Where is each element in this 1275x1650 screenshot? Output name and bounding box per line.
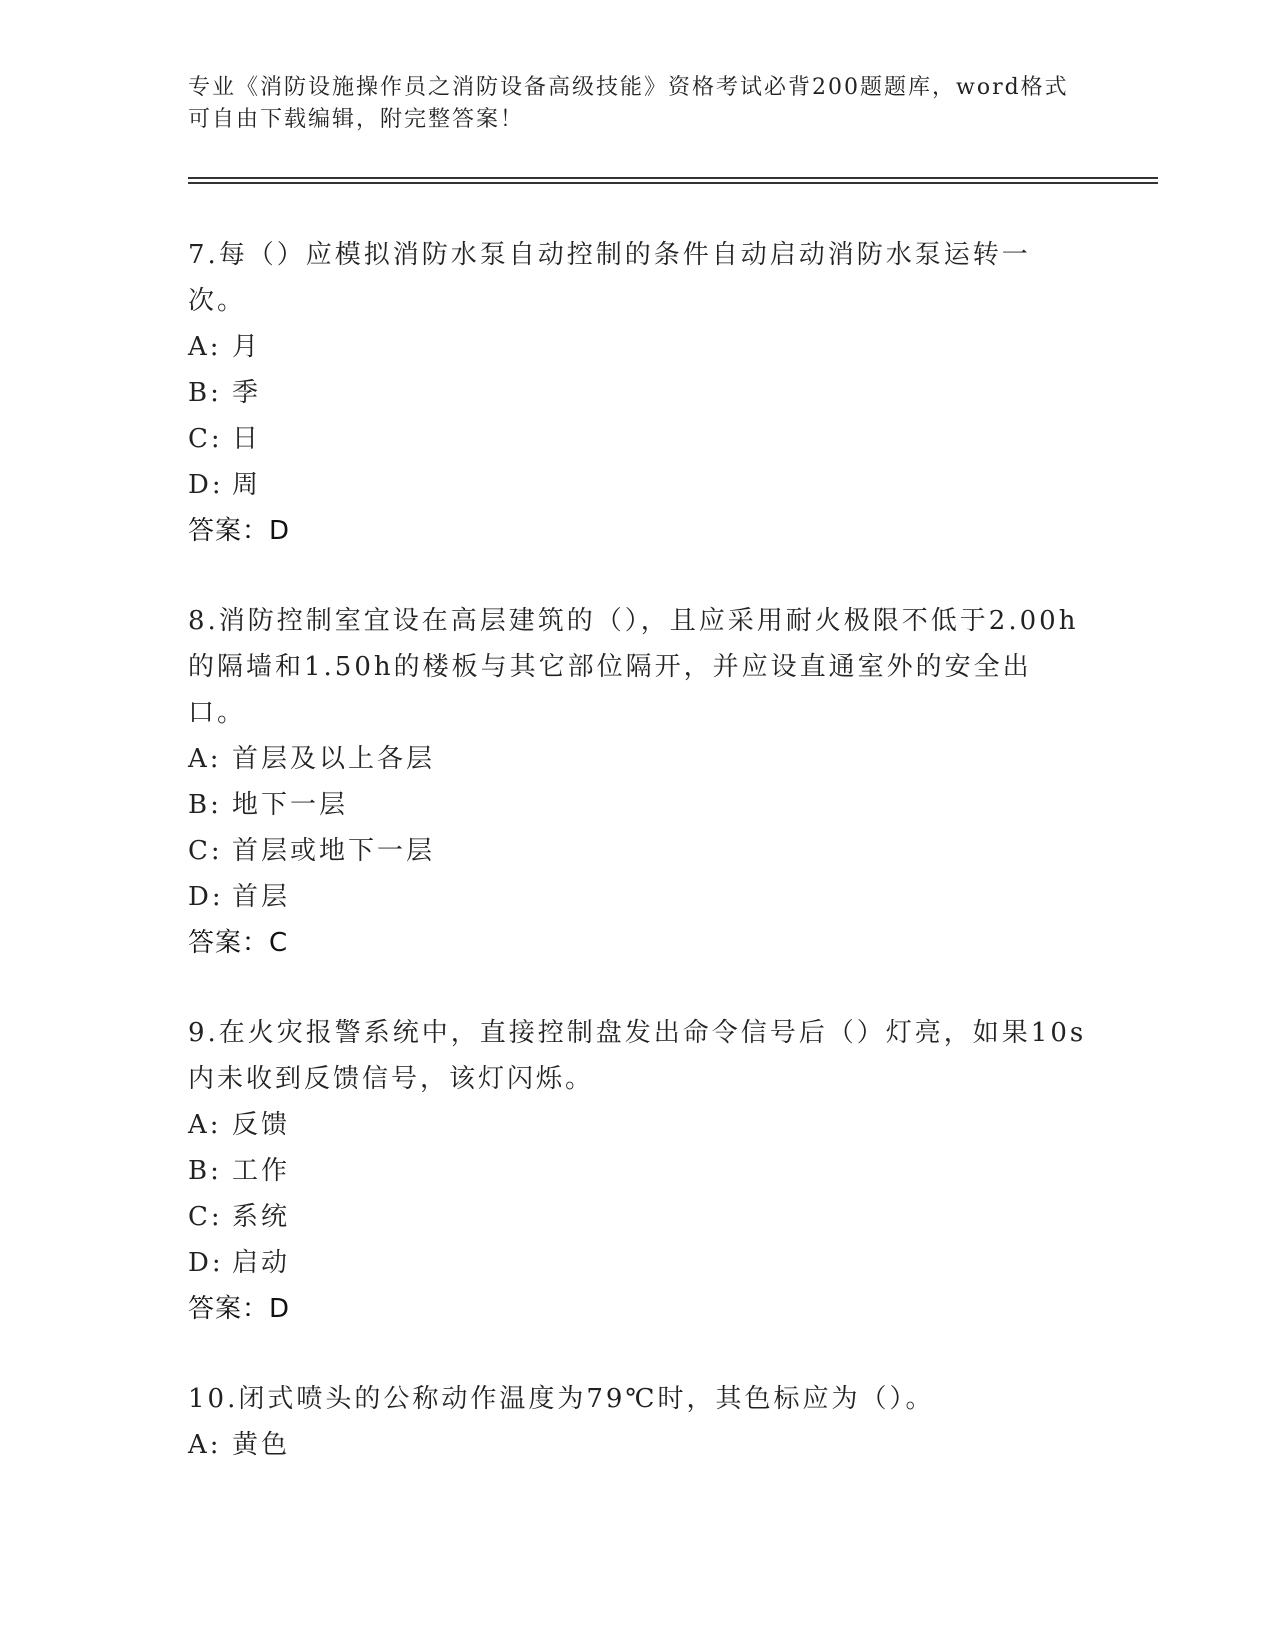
option-letter: A: — [188, 332, 222, 362]
option-a — [188, 1102, 1088, 1148]
option-b — [188, 782, 1088, 828]
option-text: 首层 — [232, 882, 291, 912]
option-text: 首层或地下一层 — [232, 836, 436, 866]
question-stem: 10.闭式喷头的公称动作温度为79℃时，其色标应为（）。 — [188, 1384, 935, 1414]
option-text: 地下一层 — [232, 790, 349, 820]
question-9 — [188, 1010, 1088, 1332]
header-divider-top — [188, 177, 1158, 179]
document-header: 专业《消防设施操作员之消防设备高级技能》资格考试必背200题题库，word格式可自由下载编辑，附完整答案！ — [188, 75, 1069, 132]
option-letter: C: — [188, 1202, 223, 1232]
option-c — [188, 1194, 1088, 1240]
option-letter: A: — [188, 1110, 222, 1140]
question-7 — [188, 232, 1088, 554]
option-a — [188, 1422, 1088, 1468]
option-letter: C: — [188, 424, 223, 454]
option-letter: A: — [188, 1430, 222, 1460]
option-d — [188, 1240, 1088, 1286]
header-divider-bottom — [188, 182, 1158, 184]
question-8 — [188, 598, 1088, 966]
option-letter: A: — [188, 744, 222, 774]
option-text: 系统 — [232, 1202, 291, 1232]
option-a — [188, 324, 1088, 370]
option-d — [188, 874, 1088, 920]
option-b — [188, 370, 1088, 416]
option-letter: D: — [188, 470, 224, 500]
answer-line: 答案：D — [188, 1294, 291, 1324]
question-stem: 9.在火灾报警系统中，直接控制盘发出命令信号后（）灯亮，如果10s内未收到反馈信号，该灯闪烁。 — [188, 1018, 1087, 1094]
option-text: 反馈 — [232, 1110, 291, 1140]
answer-line: 答案：C — [188, 928, 289, 958]
question-stem: 7.每（）应模拟消防水泵自动控制的条件自动启动消防水泵运转一次。 — [188, 240, 1031, 316]
option-text: 工作 — [232, 1156, 291, 1186]
option-c — [188, 416, 1088, 462]
option-letter: D: — [188, 882, 224, 912]
option-text: 月 — [232, 332, 262, 362]
option-text: 启动 — [232, 1248, 291, 1278]
option-letter: B: — [188, 790, 222, 820]
option-letter: D: — [188, 1248, 224, 1278]
answer-line: 答案：D — [188, 516, 291, 546]
option-b — [188, 1148, 1088, 1194]
option-text: 季 — [232, 378, 262, 408]
question-10 — [188, 1376, 1088, 1468]
option-text: 周 — [232, 470, 262, 500]
option-a — [188, 736, 1088, 782]
option-text: 日 — [232, 424, 262, 454]
option-text: 首层及以上各层 — [232, 744, 436, 774]
option-c — [188, 828, 1088, 874]
option-letter: C: — [188, 836, 223, 866]
option-d — [188, 462, 1088, 508]
option-letter: B: — [188, 1156, 222, 1186]
question-stem: 8.消防控制室宜设在高层建筑的（），且应采用耐火极限不低于2.00h的隔墙和1.50h的楼板与其它部位隔开，并应设直通室外的安全出口。 — [188, 606, 1079, 728]
option-text: 黄色 — [232, 1430, 291, 1460]
option-letter: B: — [188, 378, 222, 408]
